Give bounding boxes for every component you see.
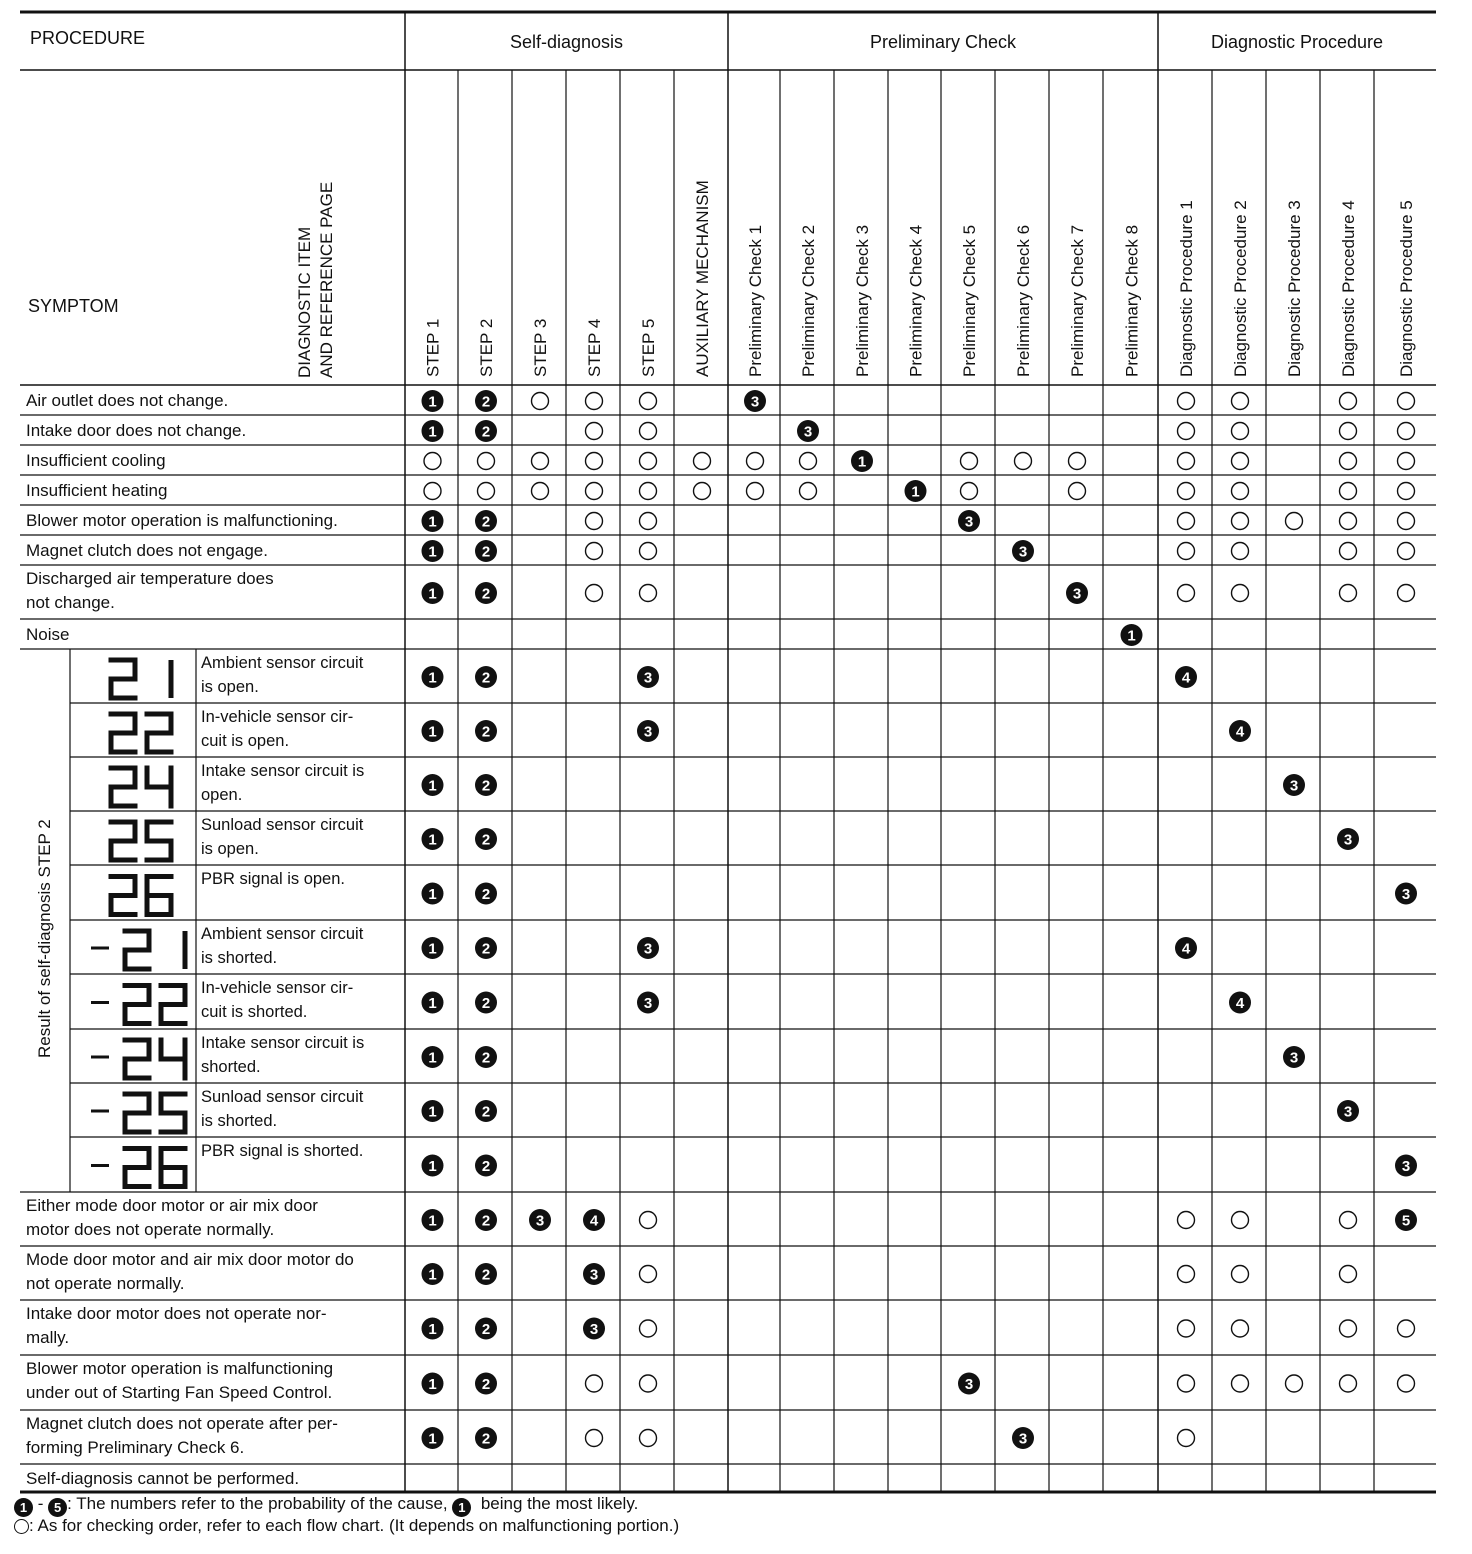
check-order-mark <box>640 585 657 602</box>
probability-mark-number: 1 <box>428 1376 437 1393</box>
column-header: STEP 5 <box>639 318 658 377</box>
check-order-mark <box>1232 1266 1249 1283</box>
probability-mark-number: 3 <box>643 995 653 1012</box>
check-order-mark <box>1178 1212 1195 1229</box>
row-symptom-text: Self-diagnosis cannot be performed. <box>26 1469 300 1488</box>
check-order-mark <box>1178 483 1195 500</box>
check-order-mark <box>694 453 711 470</box>
check-order-mark <box>1340 1320 1357 1337</box>
check-order-mark <box>1232 1320 1249 1337</box>
row-symptom-text: shorted. <box>201 1058 261 1076</box>
probability-mark-number: 3 <box>643 723 653 741</box>
probability-mark-number: 2 <box>481 1103 491 1121</box>
probability-mark-number: 4 <box>1181 940 1191 958</box>
check-order-mark <box>800 483 817 500</box>
diagnostic-item-label: DIAGNOSTIC ITEM <box>295 226 314 378</box>
row-symptom-text: Either mode door motor or air mix door <box>26 1196 318 1215</box>
probability-mark-number: 1 <box>857 453 867 471</box>
probability-mark-number: 5 <box>1401 1212 1411 1230</box>
check-order-mark <box>586 585 603 602</box>
check-order-mark <box>1398 423 1415 440</box>
check-order-mark <box>1340 453 1357 470</box>
check-order-mark <box>1286 1375 1303 1392</box>
probability-mark-number: 2 <box>481 1158 491 1175</box>
row-symptom-text: PBR signal is shorted. <box>201 1142 364 1160</box>
footnote-probability-text-end: being the most likely. <box>480 1494 639 1513</box>
row-symptom-text: Blower motor operation is malfunctioning. <box>26 511 338 530</box>
probability-mark-number: 2 <box>481 513 491 531</box>
check-order-mark <box>1398 393 1415 410</box>
check-order-mark <box>586 393 603 410</box>
check-order-mark <box>747 483 764 500</box>
probability-mark-number: 3 <box>643 669 653 687</box>
probability-mark-number: 3 <box>964 513 974 531</box>
row-symptom-text: Intake door motor does not operate nor- <box>26 1304 327 1323</box>
probability-mark-number: 1 <box>911 483 920 501</box>
probability-mark-number: 1 <box>428 393 437 411</box>
check-order-mark <box>640 423 657 440</box>
probability-mark-number: 2 <box>481 423 491 441</box>
check-order-mark <box>1286 513 1303 530</box>
check-order-mark <box>640 1430 657 1447</box>
probability-mark-number: 2 <box>481 1321 491 1338</box>
column-header: AUXILIARY MECHANISM <box>693 180 712 377</box>
check-order-mark <box>1178 453 1195 470</box>
column-header: Preliminary Check 1 <box>746 224 765 377</box>
probability-mark-number: 3 <box>1072 585 1082 603</box>
check-order-mark <box>586 453 603 470</box>
probability-mark-icon: 1 <box>452 1498 471 1517</box>
group-header: Preliminary Check <box>869 32 1017 52</box>
row-symptom-text: Sunload sensor circuit <box>201 816 364 834</box>
check-order-mark <box>1232 513 1249 530</box>
check-order-mark <box>532 453 549 470</box>
column-header: Preliminary Check 5 <box>960 224 979 377</box>
row-symptom-text: cuit is shorted. <box>201 1003 308 1021</box>
check-order-mark <box>424 453 441 470</box>
column-header: Diagnostic Procedure 3 <box>1285 200 1304 377</box>
probability-mark-icon: 5 <box>48 1498 67 1517</box>
probability-mark-number: 4 <box>589 1212 599 1230</box>
row-symptom-text: Mode door motor and air mix door motor do <box>26 1250 354 1269</box>
check-order-mark <box>586 1375 603 1392</box>
row-symptom-text: not change. <box>26 593 115 612</box>
check-order-mark <box>586 513 603 530</box>
probability-mark-number: 1 <box>428 886 437 903</box>
probability-mark-number: 1 <box>1127 627 1136 645</box>
probability-mark-number: 3 <box>589 1266 599 1284</box>
check-order-mark <box>640 1375 657 1392</box>
check-order-mark <box>586 1430 603 1447</box>
column-header: Preliminary Check 8 <box>1122 224 1142 377</box>
probability-mark-icon: 1 <box>14 1498 33 1517</box>
probability-mark-number: 2 <box>481 1266 491 1284</box>
probability-mark-number: 2 <box>481 995 491 1012</box>
row-symptom-text: Air outlet does not change. <box>26 391 229 410</box>
check-order-mark <box>1178 543 1195 560</box>
column-header: Preliminary Check 7 <box>1068 224 1087 377</box>
probability-mark-number: 3 <box>589 1321 599 1338</box>
check-order-mark <box>1015 453 1032 470</box>
footnote-probability: 1 - 5 : The numbers refer to the probability of the cause, 1 being the most likely. <box>14 1494 638 1517</box>
probability-mark-number: 1 <box>428 995 437 1012</box>
probability-mark-number: 3 <box>964 1376 974 1393</box>
procedure-label: PROCEDURE <box>30 28 146 48</box>
probability-mark-number: 2 <box>481 1049 491 1067</box>
row-symptom-text: Ambient sensor circuit <box>201 654 364 672</box>
probability-mark-number: 1 <box>428 831 437 849</box>
row-symptom-text: Intake sensor circuit is <box>201 1034 365 1052</box>
row-symptom-text: forming Preliminary Check 6. <box>26 1438 245 1457</box>
row-symptom-text: Ambient sensor circuit <box>201 925 364 943</box>
check-order-mark <box>640 1266 657 1283</box>
column-header: Diagnostic Procedure 4 <box>1339 200 1358 377</box>
check-order-mark <box>1340 513 1357 530</box>
probability-mark-number: 3 <box>643 940 653 958</box>
probability-mark-number: 2 <box>481 777 491 795</box>
check-order-mark <box>1340 585 1357 602</box>
row-symptom-text: In-vehicle sensor cir- <box>201 979 354 997</box>
column-header: STEP 3 <box>531 318 550 377</box>
group-header: Diagnostic Procedure <box>1210 32 1384 52</box>
check-order-mark <box>1178 1266 1195 1283</box>
check-order-mark <box>1178 1320 1195 1337</box>
row-symptom-text: is shorted. <box>201 949 278 967</box>
row-symptom-text: Insufficient heating <box>26 481 168 500</box>
row-symptom-text: is open. <box>201 678 259 696</box>
footnote-probability-text: : The numbers refer to the probability of the cause, <box>67 1494 448 1513</box>
row-symptom-text: PBR signal is open. <box>201 870 345 888</box>
column-header: Preliminary Check 6 <box>1014 224 1033 377</box>
check-order-mark <box>694 483 711 500</box>
probability-mark-number: 3 <box>535 1212 545 1230</box>
probability-mark-number: 3 <box>1343 1103 1353 1121</box>
probability-mark-number: 3 <box>1401 1158 1411 1175</box>
row-symptom-text: In-vehicle sensor cir- <box>201 708 354 726</box>
probability-mark-number: 3 <box>1343 831 1353 849</box>
probability-mark-number: 1 <box>428 585 437 603</box>
check-order-mark <box>1340 483 1357 500</box>
footnote-checking-order-text: : As for checking order, refer to each flow chart. (It depends on malfunctioning portion.) <box>29 1516 680 1535</box>
probability-mark-number: 1 <box>428 423 437 441</box>
check-order-mark <box>1398 1320 1415 1337</box>
footnote-checking-order <box>14 1516 679 1536</box>
probability-mark-number: 4 <box>1181 669 1191 687</box>
check-order-mark <box>1178 585 1195 602</box>
probability-mark-number: 3 <box>1018 1430 1028 1448</box>
probability-mark-number: 1 <box>428 513 437 531</box>
check-order-mark <box>800 453 817 470</box>
probability-mark-number: 2 <box>481 585 491 603</box>
diagnostic-item-label: AND REFERENCE PAGE <box>317 181 336 378</box>
probability-mark-number: 1 <box>428 723 437 741</box>
check-order-mark <box>1232 585 1249 602</box>
check-order-mark <box>1069 483 1086 500</box>
row-symptom-text: Blower motor operation is malfunctioning <box>26 1359 334 1378</box>
check-order-mark <box>1232 393 1249 410</box>
probability-mark-number: 2 <box>481 669 491 687</box>
check-order-mark <box>640 483 657 500</box>
row-symptom-text: Magnet clutch does not engage. <box>26 541 268 560</box>
check-order-mark <box>1398 513 1415 530</box>
probability-mark-number: 3 <box>1401 886 1411 903</box>
check-order-mark <box>961 453 978 470</box>
check-order-mark <box>478 483 495 500</box>
probability-mark-number: 4 <box>1235 995 1245 1012</box>
probability-mark-number: 2 <box>481 543 491 561</box>
row-symptom-text: open. <box>201 786 243 804</box>
probability-mark-number: 1 <box>428 1430 437 1448</box>
check-order-mark <box>1398 585 1415 602</box>
group-header: Self-diagnosis <box>509 32 624 52</box>
probability-mark-number: 1 <box>428 669 437 687</box>
probability-mark-number: 3 <box>1289 1049 1299 1067</box>
probability-mark-number: 1 <box>428 1321 437 1338</box>
check-order-mark <box>1398 453 1415 470</box>
row-symptom-text: Discharged air temperature does <box>26 569 274 588</box>
check-order-mark <box>424 483 441 500</box>
probability-mark-number: 1 <box>428 543 437 561</box>
column-header: Diagnostic Procedure 2 <box>1231 200 1250 377</box>
probability-mark-number: 2 <box>481 723 491 741</box>
check-order-mark <box>1340 1212 1357 1229</box>
probability-mark-number: 2 <box>481 886 491 903</box>
check-order-mark <box>1178 393 1195 410</box>
check-order-mark <box>1398 1375 1415 1392</box>
check-order-mark <box>1340 393 1357 410</box>
check-order-mark <box>1232 1212 1249 1229</box>
row-symptom-text: is shorted. <box>201 1112 278 1130</box>
row-symptom-text: mally. <box>26 1328 70 1347</box>
check-order-mark <box>1340 543 1357 560</box>
check-order-mark <box>640 393 657 410</box>
column-header: Preliminary Check 4 <box>906 224 926 377</box>
symptom-label: SYMPTOM <box>28 296 119 316</box>
probability-mark-number: 1 <box>428 777 437 795</box>
check-order-mark <box>1069 453 1086 470</box>
check-order-mark <box>586 543 603 560</box>
row-symptom-text: not operate normally. <box>26 1274 185 1293</box>
check-order-mark <box>640 1320 657 1337</box>
check-mark-icon <box>14 1519 29 1534</box>
check-order-mark <box>586 423 603 440</box>
column-header: Preliminary Check 3 <box>853 224 872 377</box>
probability-mark-number: 1 <box>428 1103 437 1121</box>
probability-mark-number: 2 <box>481 393 491 411</box>
row-symptom-text: cuit is open. <box>201 732 290 750</box>
row-symptom-text: Noise <box>26 625 70 644</box>
check-order-mark <box>1178 1375 1195 1392</box>
probability-mark-number: 3 <box>803 423 813 441</box>
check-order-mark <box>961 483 978 500</box>
check-order-mark <box>586 483 603 500</box>
check-order-mark <box>1398 483 1415 500</box>
probability-mark-number: 2 <box>481 1430 491 1448</box>
check-order-mark <box>1232 1375 1249 1392</box>
check-order-mark <box>640 543 657 560</box>
column-header: STEP 2 <box>477 318 496 377</box>
probability-mark-number: 2 <box>481 940 491 958</box>
row-symptom-text: Intake door does not change. <box>26 421 247 440</box>
check-order-mark <box>1340 423 1357 440</box>
probability-mark-number: 3 <box>750 393 760 411</box>
check-order-mark <box>1178 513 1195 530</box>
check-order-mark <box>1232 543 1249 560</box>
row-symptom-text: under out of Starting Fan Speed Control. <box>26 1383 333 1402</box>
check-order-mark <box>640 1212 657 1229</box>
row-symptom-text: is open. <box>201 840 259 858</box>
probability-mark-number: 1 <box>428 1266 437 1284</box>
check-order-mark <box>1340 1266 1357 1283</box>
probability-mark-number: 3 <box>1289 777 1299 795</box>
column-header: STEP 1 <box>423 318 443 377</box>
probability-mark-number: 2 <box>481 1212 491 1230</box>
probability-mark-number: 1 <box>428 940 437 958</box>
check-order-mark <box>1398 543 1415 560</box>
probability-mark-number: 1 <box>428 1212 437 1230</box>
row-symptom-text: Intake sensor circuit is <box>201 762 365 780</box>
check-order-mark <box>532 483 549 500</box>
column-header: Preliminary Check 2 <box>799 224 818 377</box>
probability-mark-number: 1 <box>428 1158 437 1175</box>
check-order-mark <box>747 453 764 470</box>
row-symptom-text: Insufficient cooling <box>26 451 166 470</box>
probability-mark-number: 3 <box>1018 543 1028 561</box>
check-order-mark <box>1178 423 1195 440</box>
result-group-label: Result of self-diagnosis STEP 2 <box>35 819 54 1058</box>
row-symptom-text: Sunload sensor circuit <box>201 1088 364 1106</box>
check-order-mark <box>640 513 657 530</box>
probability-mark-number: 4 <box>1235 723 1245 741</box>
column-header: Diagnostic Procedure 1 <box>1177 200 1196 377</box>
column-header: STEP 4 <box>585 318 604 377</box>
check-order-mark <box>1232 483 1249 500</box>
check-order-mark <box>532 393 549 410</box>
row-symptom-text: motor does not operate normally. <box>26 1220 275 1239</box>
probability-mark-number: 2 <box>481 831 491 849</box>
column-header: Diagnostic Procedure 5 <box>1397 200 1416 377</box>
check-order-mark <box>1178 1430 1195 1447</box>
row-symptom-text: Magnet clutch does not operate after per- <box>26 1414 338 1433</box>
check-order-mark <box>1340 1375 1357 1392</box>
check-order-mark <box>1232 423 1249 440</box>
probability-mark-number: 1 <box>428 1049 437 1067</box>
probability-mark-number: 2 <box>481 1376 491 1393</box>
check-order-mark <box>1232 453 1249 470</box>
check-order-mark <box>478 453 495 470</box>
check-order-mark <box>640 453 657 470</box>
